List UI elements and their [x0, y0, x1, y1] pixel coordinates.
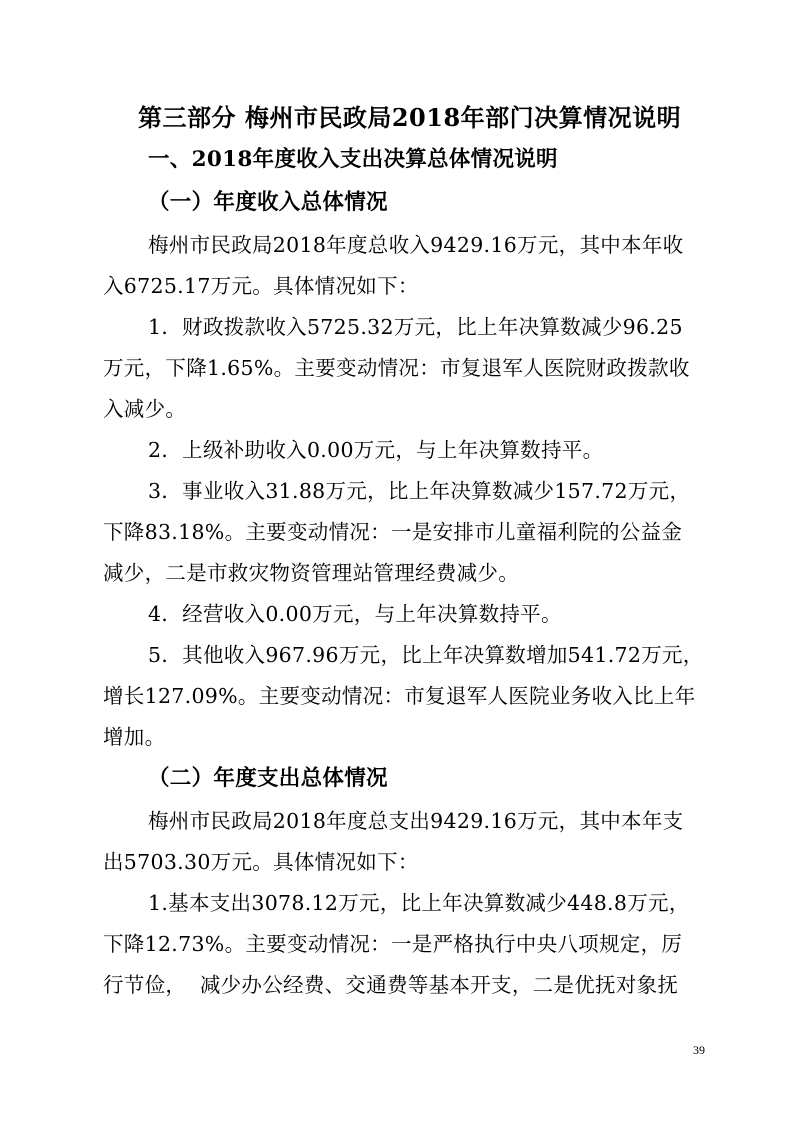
expense-heading: （二）年度支出总体情况: [148, 766, 388, 791]
income-intro-line-1: 梅州市民政局2018年度总收入9429.16万元，其中本年收: [148, 233, 684, 257]
income-heading: （一）年度收入总体情况: [148, 190, 388, 215]
section-heading: 一、2018年度收入支出决算总体情况说明: [148, 147, 558, 172]
income-item3-line-3: 减少，二是市救灾物资管理站管理经费减少。: [103, 561, 519, 585]
expense-intro-line-1: 梅州市民政局2018年度总支出9429.16万元，其中本年支: [148, 809, 684, 833]
page-number: 39: [693, 1043, 705, 1057]
income-item3-line-1: 3．事业收入31.88万元，比上年决算数减少157.72万元，: [148, 479, 691, 503]
income-item1-line-3: 入减少。: [103, 397, 187, 421]
page-title: 第三部分 梅州市民政局2018年部门决算情况说明: [138, 103, 682, 132]
income-item5-line-2: 增长127.09%。主要变动情况：市复退军人医院业务收入比上年: [103, 684, 696, 708]
expense-item1-line-3: 行节俭， 减少办公经费、交通费等基本开支，二是优抚对象抚: [103, 973, 679, 997]
income-item1-line-1: 1．财政拨款收入5725.32万元，比上年决算数减少96.25: [148, 315, 683, 339]
income-item3-line-2: 下降83.18%。主要变动情况：一是安排市儿童福利院的公益金: [103, 520, 683, 544]
income-item4-line-1: 4．经营收入0.00万元，与上年决算数持平。: [148, 602, 562, 626]
expense-intro-line-2: 出5703.30万元。具体情况如下：: [103, 850, 419, 874]
income-item1-line-2: 万元，下降1.65%。主要变动情况：市复退军人医院财政拨款收: [103, 356, 690, 380]
income-item5-line-3: 增加。: [103, 725, 166, 749]
expense-item1-line-1: 1.基本支出3078.12万元，比上年决算数减少448.8万元，: [148, 891, 690, 915]
expense-item1-line-2: 下降12.73%。主要变动情况：一是严格执行中央八项规定，厉: [103, 932, 683, 956]
income-intro-line-2: 入6725.17万元。具体情况如下：: [103, 274, 419, 298]
income-item2-line-1: 2．上级补助收入0.00万元，与上年决算数持平。: [148, 438, 604, 462]
income-item5-line-1: 5．其他收入967.96万元，比上年决算数增加541.72万元，: [148, 643, 704, 667]
